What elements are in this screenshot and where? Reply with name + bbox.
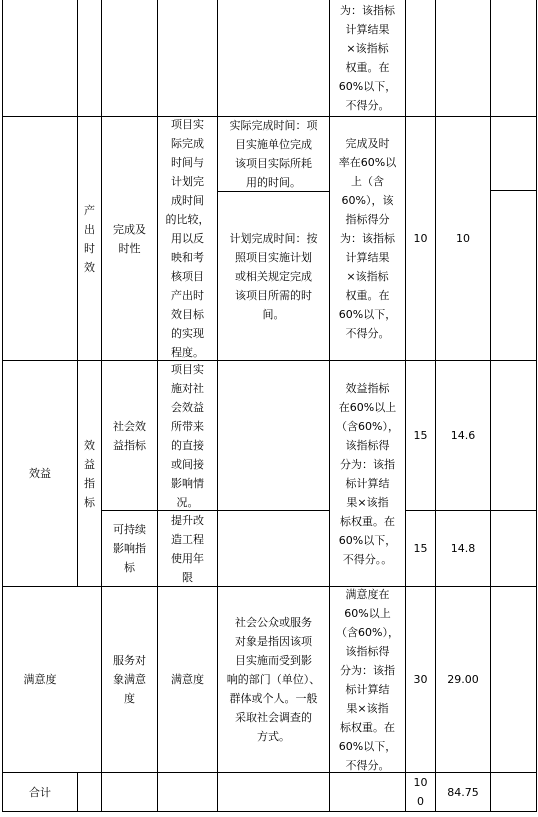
score-cell xyxy=(436,587,490,772)
scoring-rule-text: 满意度在 60%以上 （含60%）， 该指标得 分为：该指 标计算结 果×该指 标权重。在 60%以下， 不得分。 xyxy=(336,587,399,772)
weight-cell xyxy=(406,361,435,510)
indicator-value-cell xyxy=(218,117,329,191)
indicator-cell xyxy=(102,117,157,360)
score-value: 10 xyxy=(456,232,470,245)
weight-cell xyxy=(406,587,435,772)
planned-time-text: 计划完成时间：按 照项目实施计划 或相关规定完成 该项目所需的时 间。 xyxy=(229,231,318,321)
description-cell xyxy=(158,117,217,360)
total-label-cell xyxy=(3,773,77,811)
level2-cell xyxy=(78,361,101,586)
score-cell xyxy=(436,773,490,811)
description-text: 项目实 施对社 会效益 所带来 的直接 或间接 影响情 况。 xyxy=(171,362,204,509)
weight-cell xyxy=(406,773,435,811)
score-value: 14.6 xyxy=(450,429,476,442)
sub-indicator-cell xyxy=(158,587,217,772)
weight-cell xyxy=(406,117,435,360)
score-cell xyxy=(436,117,490,360)
table-rule xyxy=(490,190,536,191)
level1-label: 满意度 xyxy=(23,673,57,686)
category-label: 产 出 时 效 xyxy=(84,203,95,274)
description-text: 社会公众或服务 对象是指因该项 目实施而受到影 响的部门（单位）、 群体或个人。一般 采取社会调查的 方式。 xyxy=(226,616,321,743)
indicator-cell xyxy=(102,361,157,510)
weight-value: 15 xyxy=(413,542,428,555)
indicator-label: 服务对 象满意 度 xyxy=(113,654,146,705)
score-cell xyxy=(436,511,490,586)
indicator-cell xyxy=(102,511,157,586)
indicator-label: 社会效 益指标 xyxy=(113,419,146,452)
scoring-rule-cell xyxy=(330,117,405,360)
table-rule xyxy=(77,772,78,812)
scoring-rule-text: 为：该指标 计算结果 ×该指标 权重。在 60%以下， 不得分。 xyxy=(338,4,397,112)
level1-label: 效益 xyxy=(29,467,51,480)
scoring-rule-cell xyxy=(330,361,405,586)
table-rule xyxy=(536,0,537,812)
score-cell xyxy=(436,361,490,510)
weight-cell xyxy=(406,511,435,586)
table-rule xyxy=(490,0,491,812)
total-weight-value: 10 0 xyxy=(413,776,428,808)
description-cell xyxy=(218,587,329,772)
table-rule xyxy=(2,811,536,812)
indicator-label: 完成及 时性 xyxy=(113,222,146,255)
description-text: 项目实 际完成 时间与 计划完 成时间 的比较， 用以反 映和考 核项目 产出时 效目标 的实现 程度。 xyxy=(165,118,210,359)
total-score-value: 84.75 xyxy=(447,785,479,799)
scoring-rule-text: 完成及时 率在60%以 上（含 60%），该 指标得分 为：该指标 计算结果 ×该指标 权重。在 60%以下， 不得分。 xyxy=(338,137,397,340)
weight-value: 10 xyxy=(413,232,428,245)
indicator-label: 可持续 影响指 标 xyxy=(113,523,146,574)
level1-cell xyxy=(3,361,77,586)
indicator-value-cell xyxy=(218,192,329,360)
total-label: 合计 xyxy=(29,785,51,799)
scoring-rule-cell xyxy=(330,587,405,772)
level1-cell xyxy=(3,587,77,772)
score-value: 29.00 xyxy=(447,673,479,686)
weight-value: 15 xyxy=(413,429,428,442)
weight-value: 30 xyxy=(413,673,428,686)
description-cell xyxy=(158,511,217,586)
indicator-cell xyxy=(102,587,157,772)
description-cell xyxy=(158,361,217,510)
actual-time-text: 实际完成时间：项 目实施单位完成 该项目实际所耗 用的时间。 xyxy=(229,119,318,189)
category-cell xyxy=(78,117,101,360)
scoring-rule-text: 效益指标 在60%以上 （含60%）， 该指标得 分为：该指 标计算结 果×该指 标权重。在 60%以下， 不得分。。 xyxy=(336,381,399,566)
scoring-rule-cell xyxy=(330,0,405,116)
level2-label: 效 益 指 标 xyxy=(84,438,95,509)
description-text: 提升改 造工程 使用年 限 xyxy=(171,513,204,584)
sub-indicator-label: 满意度 xyxy=(171,673,204,686)
table-rule xyxy=(77,0,78,116)
score-value: 14.8 xyxy=(450,542,476,555)
